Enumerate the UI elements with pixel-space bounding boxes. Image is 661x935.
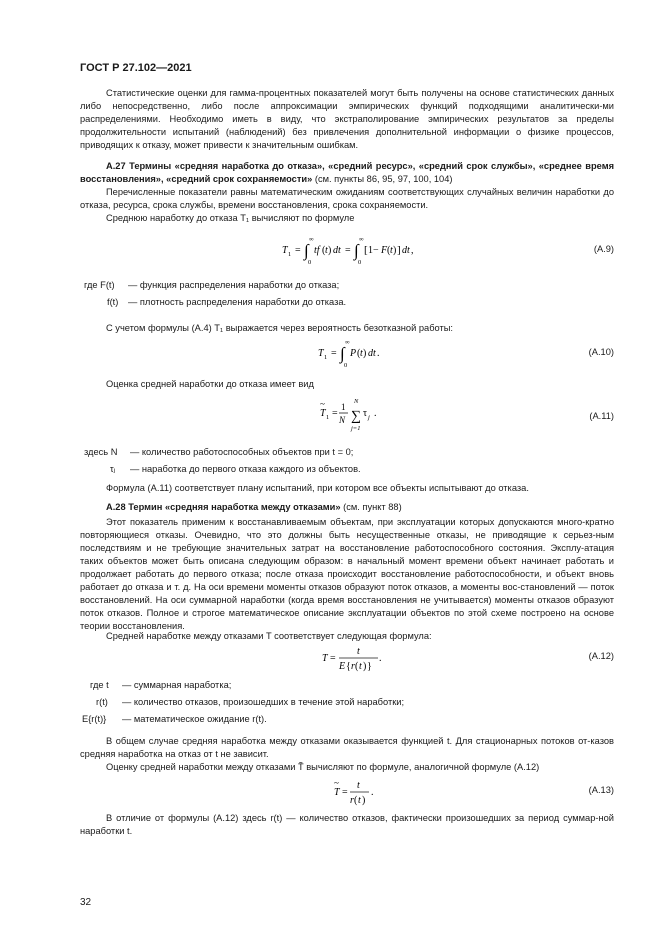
svg-text:E: E bbox=[339, 661, 346, 672]
def-label-rt: r(t) bbox=[96, 697, 108, 707]
formula-a9 bbox=[250, 233, 500, 267]
def-text-tau: — наработка до первого отказа каждого из объектов. bbox=[130, 464, 361, 474]
svg-text:(: ( bbox=[322, 245, 326, 256]
svg-text:T: T bbox=[334, 787, 340, 798]
svg-text:1: 1 bbox=[341, 402, 346, 412]
svg-text:dt: dt bbox=[402, 245, 410, 256]
formula-a12-graphic bbox=[250, 640, 500, 676]
formula-a10 bbox=[250, 336, 500, 370]
svg-text:T: T bbox=[318, 348, 324, 359]
svg-text:~: ~ bbox=[334, 778, 339, 788]
def-text-t: — суммарная наработка; bbox=[122, 680, 232, 690]
svg-text:∞: ∞ bbox=[309, 236, 314, 243]
svg-text:t: t bbox=[357, 780, 360, 791]
svg-text:τ: τ bbox=[363, 408, 368, 419]
formula-a10-number: (А.10) bbox=[588, 347, 614, 357]
svg-text:~: ~ bbox=[320, 399, 325, 409]
paragraph-estimate-intro: Оценка средней наработки до отказа имеет вид bbox=[106, 379, 314, 389]
section-a28-title: А.28 Термин «средняя наработка между отказами» bbox=[106, 502, 341, 512]
svg-text:=: = bbox=[295, 245, 301, 256]
section-a27-heading bbox=[80, 160, 614, 186]
svg-text:∑: ∑ bbox=[351, 409, 361, 424]
svg-text:r: r bbox=[350, 795, 354, 806]
svg-text:=: = bbox=[330, 653, 336, 664]
svg-text:.: . bbox=[379, 653, 382, 664]
svg-text:(: ( bbox=[357, 348, 361, 359]
svg-text:1: 1 bbox=[326, 414, 330, 421]
svg-text:T: T bbox=[322, 653, 328, 664]
formula-a10-graphic bbox=[250, 336, 500, 370]
page-header: ГОСТ Р 27.102—2021 bbox=[80, 62, 192, 74]
svg-text:dt: dt bbox=[368, 348, 376, 359]
svg-text:∞: ∞ bbox=[345, 339, 350, 346]
svg-text:1−: 1− bbox=[368, 245, 379, 256]
svg-text:=: = bbox=[332, 408, 338, 419]
svg-text:r: r bbox=[351, 661, 355, 672]
svg-text:): ) bbox=[363, 348, 367, 359]
svg-text:=: = bbox=[331, 348, 337, 359]
def-text-rt: — количество отказов, произошедших в течение этой наработки; bbox=[122, 697, 405, 707]
svg-text:[: [ bbox=[364, 244, 368, 256]
svg-text:=: = bbox=[342, 787, 348, 798]
formula-a9-number: (А.9) bbox=[593, 244, 614, 254]
svg-text:tf: tf bbox=[314, 245, 320, 256]
paragraph-estimate-mtbf: Оценку средней наработки между отказами T̃ вычисляют по формуле, аналогичной формуле (А.12) bbox=[106, 762, 540, 772]
svg-text:N: N bbox=[339, 415, 346, 425]
svg-text:,: , bbox=[411, 245, 414, 256]
svg-text:F: F bbox=[381, 245, 388, 256]
svg-text:∞: ∞ bbox=[359, 236, 364, 243]
paragraph-difference: В отличие от формулы (А.12) здесь r(t) — количество отказов, фактически произошедших за период суммар-ной наработки t. bbox=[80, 813, 614, 836]
def-label-Ft: где F(t) bbox=[84, 280, 115, 290]
svg-text:∫: ∫ bbox=[304, 241, 309, 260]
def-text-ft: — плотность распределения наработки до отказа. bbox=[128, 297, 347, 307]
svg-text:t: t bbox=[359, 661, 362, 672]
paragraph-t1-reliability: С учетом формулы (А.4) T₁ выражается через вероятность безотказной работы: bbox=[106, 323, 454, 333]
formula-a12-number: (А.12) bbox=[588, 651, 614, 661]
svg-text:{: { bbox=[346, 661, 351, 672]
formula-a9-graphic bbox=[250, 233, 500, 267]
svg-text:}: } bbox=[367, 661, 372, 672]
formula-a13 bbox=[250, 774, 500, 810]
paragraph-mean-values: Перечисленные показатели равны математическим ожиданиям соответствующих случайных величин наработки до отказа, ресурса, срока службы, времени восстановления, срока сохраняемости. bbox=[80, 187, 614, 210]
paragraph-mean-time-intro: Среднюю наработку до отказа T₁ вычисляют по формуле bbox=[106, 213, 355, 223]
svg-text:∫: ∫ bbox=[340, 344, 345, 363]
svg-text:P: P bbox=[350, 348, 357, 359]
def-label-tau: τⱼ bbox=[110, 464, 116, 474]
section-a27-ref: (см. пункты 86, 95, 97, 100, 104) bbox=[312, 174, 453, 184]
formula-a13-number: (А.13) bbox=[588, 785, 614, 795]
paragraph-stationary-flows: В общем случае средняя наработка между отказами оказывается функцией t. Для стационарных потоков от-казов средняя наработка на отказ от t не зависит. bbox=[80, 736, 614, 759]
svg-text:∫: ∫ bbox=[354, 241, 359, 260]
section-a28-ref: (см. пункт 88) bbox=[340, 502, 402, 512]
svg-text:0: 0 bbox=[344, 362, 348, 369]
svg-text:]: ] bbox=[397, 244, 401, 256]
def-text-Ft: — функция распределения наработки до отказа; bbox=[128, 280, 340, 290]
svg-text:(: ( bbox=[355, 661, 359, 672]
def-text-Ert: — математическое ожидание r(t). bbox=[122, 714, 267, 724]
formula-a11-graphic bbox=[250, 394, 500, 434]
svg-text:.: . bbox=[371, 787, 374, 798]
svg-text:j: j bbox=[368, 414, 370, 421]
svg-text:N: N bbox=[354, 398, 359, 405]
section-a27-title: А.27 Термины «средняя наработка до отказа», «средний ресурс», «средний срок службы», «среднее время восстановления», «средний срок сохраняемости» bbox=[80, 161, 614, 184]
svg-text:dt: dt bbox=[333, 245, 341, 256]
svg-text:): ) bbox=[362, 795, 366, 806]
def-label-N: здесь N bbox=[84, 447, 118, 457]
def-label-Ert: E{r(t)} bbox=[82, 714, 107, 724]
svg-text:): ) bbox=[328, 245, 332, 256]
svg-text:=: = bbox=[345, 245, 351, 256]
paragraph-test-plan: Формула (А.11) соответствует плану испытаний, при котором все объекты испытывают до отказа. bbox=[106, 483, 529, 493]
paragraph-gamma-estimates: Статистические оценки для гамма-процентных показателей могут быть получены на основе статистических данных либо непосредственно, либо после аппроксимации эмпирических функций подходящими аналитически-ми распределениями. Необходимо иметь в виду, что экстраполирование эмпирических результатов за пределы продолжительности испытаний (наблюдений) без привлечения дополнительной информации о физике процессов, приводящих к отказу, может привести к значительным ошибкам. bbox=[80, 88, 614, 150]
formula-a13-graphic bbox=[250, 774, 500, 810]
def-text-N: — количество работоспособных объектов при t = 0; bbox=[130, 447, 354, 457]
svg-text:j=1: j=1 bbox=[351, 425, 361, 432]
svg-text:1: 1 bbox=[324, 354, 328, 361]
def-label-t: где t bbox=[90, 680, 109, 690]
svg-text:): ) bbox=[363, 661, 367, 672]
svg-text:t: t bbox=[390, 245, 393, 256]
svg-text:.: . bbox=[377, 348, 380, 359]
svg-text:(: ( bbox=[387, 245, 391, 256]
def-label-ft: f(t) bbox=[107, 297, 119, 307]
svg-text:1: 1 bbox=[288, 251, 292, 258]
svg-text:.: . bbox=[374, 408, 377, 419]
svg-text:t: t bbox=[325, 245, 328, 256]
formula-a11-number: (А.11) bbox=[589, 411, 614, 421]
formula-a12 bbox=[250, 640, 500, 676]
svg-text:T: T bbox=[282, 245, 288, 256]
svg-text:0: 0 bbox=[308, 259, 312, 266]
svg-text:T: T bbox=[320, 408, 326, 419]
svg-text:t: t bbox=[357, 646, 360, 657]
section-a28-heading bbox=[80, 501, 614, 514]
page-number: 32 bbox=[80, 897, 92, 908]
svg-text:(: ( bbox=[354, 795, 358, 806]
svg-text:t: t bbox=[360, 348, 363, 359]
paragraph-restorable-objects: Этот показатель применим к восстанавливаемым объектам, при эксплуатации которых допускаются много-кратно повторяющиеся отказы. Очевидно, что это должны быть несущественные отказы, не приводящие к серьез-ным последствиям и не требующие значительных затрат на восстановление работоспособного состояния. Эксплу-атация таких объектов может быть описана следующим образом: в начальный момент времени объект начинает работать и продолжает работать до первого отказа; после отказа происходит восстановление работоспособности, и объект вновь работает до отказа и т. д. На оси времени моменты отказов образуют поток отказов, а моменты вос-становлений — поток восстановлений. На оси суммарной наработки (когда время восстановления не учитывается) моменты отказов образуют поток отказов. Полное и строгое математическое описание эксплуатации объектов по этой схеме построено на основе теории восстановления. bbox=[80, 517, 614, 631]
svg-text:): ) bbox=[393, 245, 397, 256]
svg-text:0: 0 bbox=[358, 259, 362, 266]
paragraph-mtbf-intro: Средней наработке между отказами T соответствует следующая формула: bbox=[106, 631, 432, 641]
svg-text:t: t bbox=[358, 795, 361, 806]
formula-a11 bbox=[250, 394, 500, 434]
